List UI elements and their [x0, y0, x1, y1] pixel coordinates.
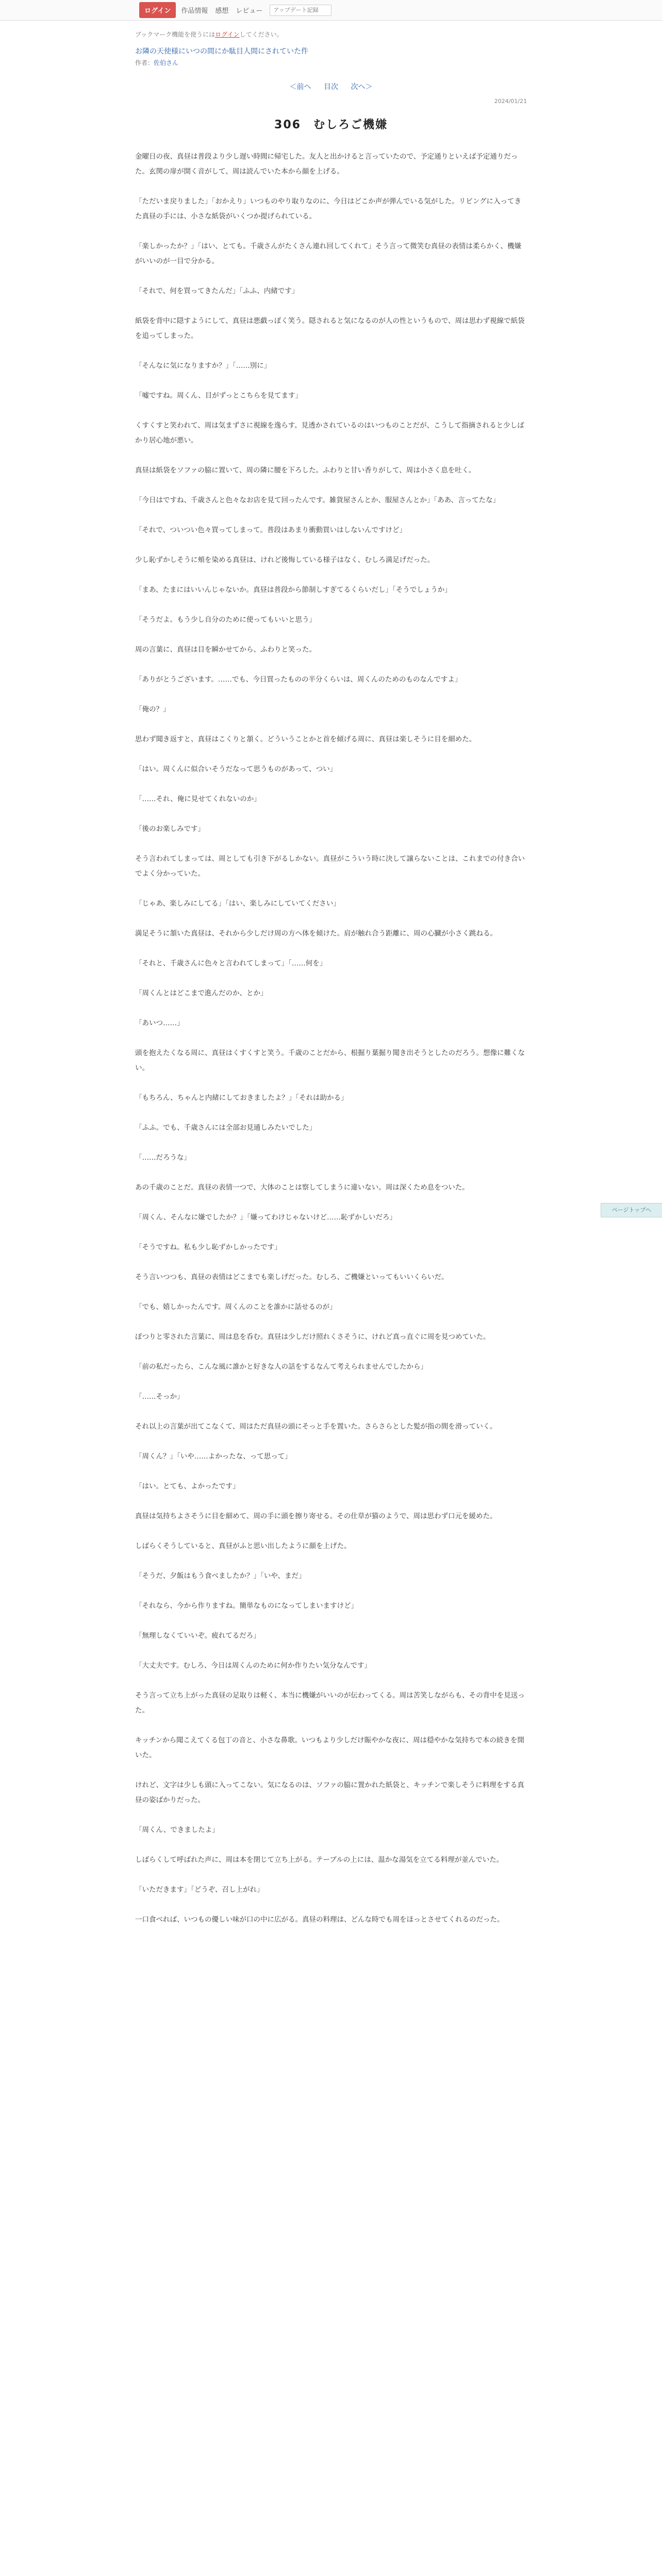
publish-date: 2024/01/21 [494, 98, 527, 105]
page-top-button[interactable]: ページトップへ [601, 1203, 662, 1217]
body-paragraph: そう言われてしまっては、周としても引き下がるしかない。真昼がこういう時に決して譲らないことは、これまでの付き合いでよく分かっていた。 [135, 855, 525, 878]
body-paragraph: 「あいつ……」 [135, 1019, 184, 1027]
body-paragraph: 「もちろん、ちゃんと内緒にしておきましたよ？」「それは助かる」 [135, 1094, 348, 1102]
body-paragraph: 「はい。とても、よかったです」 [135, 1482, 240, 1490]
body-paragraph: 「まあ、たまにはいいんじゃないか。真昼は普段から節制しすぎてるくらいだし」「そうでしょうか」 [135, 586, 452, 594]
top-navigation-bar [0, 0, 662, 21]
body-paragraph: 「前の私だったら、こんな風に誰かと好きな人の話をするなんて考えられませんでしたから」 [135, 1363, 427, 1371]
body-paragraph: 紙袋を背中に隠すようにして、真昼は悪戯っぽく笑う。隠されると気になるのが人の性というもので、周は思わず視線で紙袋を追ってしまった。 [135, 317, 525, 340]
notice-prefix: ブックマーク機能を使うには [135, 31, 216, 38]
body-paragraph: 少し恥ずかしそうに頬を染める真昼は、けれど後悔している様子はなく、むしろ満足げだった。 [135, 556, 435, 564]
body-paragraph: 「無理しなくていいぞ。疲れてるだろ」 [135, 1632, 260, 1640]
body-paragraph: 「じゃあ、楽しみにしてる」「はい、楽しみにしていてください」 [135, 900, 340, 908]
novel-title-link[interactable]: お隣の天使様にいつの間にか駄目人間にされていた件 [135, 47, 308, 56]
body-paragraph: ぽつりと零された言葉に、周は息を呑む。真昼は少しだけ照れくさそうに、けれど真っ直ぐに周を見つめていた。 [135, 1333, 490, 1341]
notice-suffix: してください。 [239, 31, 283, 38]
body-paragraph: 「ただいま戻りました」「おかえり」いつものやり取りなのに、今日はどこか声が弾んでいる気がした。リビングに入ってきた真昼の手には、小さな紙袋がいくつか提げられている。 [135, 197, 521, 221]
body-paragraph: 真昼は紙袋をソファの脇に置いて、周の隣に腰を下ろした。ふわりと甘い香りがして、周は小さく息を吐く。 [135, 466, 476, 474]
next-chapter-link[interactable]: 次へ＞ [351, 83, 373, 91]
body-paragraph: あの千歳のことだ。真昼の表情一つで、大体のことは察してしまうに違いない。周は深くため息をついた。 [135, 1183, 469, 1192]
table-of-contents-link[interactable]: 目次 [324, 83, 338, 91]
prev-chapter-link[interactable]: ＜前へ [289, 83, 311, 91]
body-paragraph: くすくすと笑われて、周は気まずさに視線を逸らす。見透かされているのはいつものことだが、こうして指摘されると少しばかり居心地が悪い。 [135, 421, 524, 445]
body-paragraph: それ以上の言葉が出てこなくて、周はただ真昼の頭にそっと手を置いた。さらさらとした髪が指の間を滑っていく。 [135, 1422, 497, 1431]
body-paragraph: 「大丈夫です。むしろ、今日は周くんのために何か作りたい気分なんです」 [135, 1662, 371, 1670]
body-paragraph: 真昼は気持ちよさそうに目を細めて、周の手に頭を擦り寄せる。その仕草が猫のようで、周は思わず口元を緩めた。 [135, 1512, 497, 1520]
search-input[interactable] [270, 5, 332, 16]
body-paragraph: 「ありがとうございます。……でも、今日買ったものの半分くらいは、周くんのためのものなんですよ」 [135, 675, 462, 684]
reading-area [135, 21, 527, 1927]
body-paragraph: 「そうだよ。もう少し自分のために使ってもいいと思う」 [135, 616, 316, 624]
body-paragraph: 「周くん、できましたよ」 [135, 1826, 219, 1834]
novel-author [135, 58, 527, 67]
body-paragraph: 金曜日の夜、真昼は普段より少し遅い時間に帰宅した。友人と出かけると言っていたので、予定通りといえば予定通りだった。玄関の扉が開く音がして、周は読んでいた本から顔を上げる。 [135, 152, 518, 176]
body-paragraph: 周の言葉に、真昼は目を瞬かせてから、ふわりと笑った。 [135, 646, 316, 654]
body-paragraph: そう言いつつも、真昼の表情はどこまでも楽しげだった。むしろ、ご機嫌といってもいいくらいだ。 [135, 1273, 449, 1281]
body-paragraph: 「それで、ついつい色々買ってしまって。普段はあまり衝動買いはしないんですけど」 [135, 526, 406, 534]
body-paragraph: しばらくそうしていると、真昼がふと思い出したように顔を上げた。 [135, 1542, 351, 1550]
body-paragraph: 「それと、千歳さんに色々と言われてしまって」「……何を」 [135, 959, 327, 968]
body-paragraph: 「後のお楽しみです」 [135, 825, 205, 833]
body-paragraph: 「そんなに気になりますか？」「……別に」 [135, 362, 271, 370]
body-paragraph: 「……だろうな」 [135, 1154, 191, 1162]
body-paragraph: 「それで、何を買ってきたんだ」「ふふ、内緒です」 [135, 287, 299, 295]
body-paragraph: 頭を抱えたくなる周に、真昼はくすくすと笑う。千歳のことだから、根掘り葉掘り聞き出そうとしたのだろう。想像に難くない。 [135, 1049, 525, 1072]
login-button[interactable]: ログイン [139, 2, 176, 18]
body-paragraph: 「周くんとはどこまで進んだのか、とか」 [135, 989, 268, 997]
body-paragraph: 「嘘ですね。周くん、目がずっとこちらを見てます」 [135, 392, 302, 400]
body-paragraph: 「今日はですね、千歳さんと色々なお店を見て回ったんです。雑貨屋さんとか、服屋さんとか」「ああ、言ってたな」 [135, 496, 500, 504]
chapter-title: 306 むしろご機嫌 [274, 118, 388, 131]
notice-login-link[interactable]: ログイン [215, 31, 240, 38]
body-paragraph: 思わず聞き返すと、真昼はこくりと頷く。どういうことかと首を傾げる周に、真昼は楽しそうに目を細めた。 [135, 735, 476, 743]
body-paragraph: 一口食べれば、いつもの優しい味が口の中に広がる。真昼の料理は、どんな時でも周をほっとさせてくれるのだった。 [135, 1916, 504, 1924]
body-paragraph: 「ふふ。でも、千歳さんには全部お見通しみたいでした」 [135, 1124, 317, 1132]
chapter-pager [135, 81, 527, 92]
body-paragraph: 「はい。周くんに似合いそうだなって思うものがあって、つい」 [135, 765, 337, 773]
body-paragraph: キッチンから聞こえてくる包丁の音と、小さな鼻歌。いつもより少しだけ賑やかな夜に、周は穏やかな気持ちで本の続きを開いた。 [135, 1736, 524, 1759]
body-paragraph: 「いただきます」「どうぞ、召し上がれ」 [135, 1886, 264, 1894]
body-paragraph: 「それなら、今から作りますね。簡単なものになってしまいますけど」 [135, 1602, 358, 1610]
body-paragraph: 「……そっか」 [135, 1393, 184, 1401]
nav-item-impressions[interactable]: 感想 [215, 7, 229, 15]
body-paragraph: そう言って立ち上がった真昼の足取りは軽く、本当に機嫌がいいのが伝わってくる。周は苦笑しながらも、その背中を見送った。 [135, 1691, 525, 1715]
body-paragraph: 「楽しかったか？」「はい、とても。千歳さんがたくさん連れ回してくれて」そう言って微笑む真昼の表情は柔らかく、機嫌がいいのが一目で分かる。 [135, 242, 521, 265]
body-paragraph: 満足そうに頷いた真昼は、それから少しだけ周の方へ体を傾けた。肩が触れ合う距離に、周の心臓が小さく跳ねる。 [135, 929, 497, 938]
body-paragraph: 「そうだ、夕飯はもう食べましたか？」「いや、まだ」 [135, 1572, 306, 1580]
body-paragraph: 「でも、嬉しかったんです。周くんのことを誰かに話せるのが」 [135, 1303, 337, 1311]
body-paragraph: 「周くん、そんなに嫌でしたか？」「嫌ってわけじゃないけど……恥ずかしいだろ」 [135, 1213, 397, 1222]
nav-item-work-info[interactable]: 作品情報 [181, 7, 208, 15]
chapter-body [135, 149, 527, 1927]
nav-item-reviews[interactable]: レビュー [236, 7, 263, 15]
body-paragraph: 「周くん？」「いや……よかったな、って思って」 [135, 1452, 292, 1461]
author-label: 作者： [135, 59, 154, 66]
body-paragraph: けれど、文字は少しも頭に入ってこない。気になるのは、ソファの脇に置かれた紙袋と、キッチンで楽しそうに料理をする真昼の姿ばかりだった。 [135, 1781, 524, 1804]
body-paragraph: 「そうですね。私も少し恥ずかしかったです」 [135, 1243, 282, 1251]
author-link[interactable]: 佐伯さん [154, 59, 179, 66]
bookmark-notice [135, 30, 527, 39]
body-paragraph: 「俺の？」 [135, 705, 170, 714]
body-paragraph: しばらくして呼ばれた声に、周は本を閉じて立ち上がる。テーブルの上には、温かな湯気を立てる料理が並んでいた。 [135, 1856, 504, 1864]
body-paragraph: 「……それ、俺に見せてくれないのか」 [135, 795, 261, 803]
